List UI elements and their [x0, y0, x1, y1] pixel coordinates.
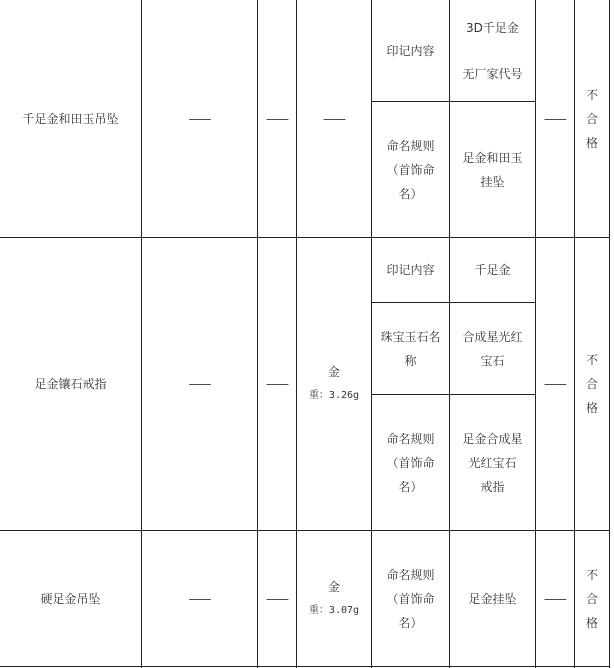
inspection-value: 足金和田玉	[462, 150, 523, 165]
inspection-value: 千足金	[474, 263, 511, 277]
inspection-value: 光红宝石	[468, 455, 517, 470]
verdict-char: 不	[585, 567, 598, 582]
gold-weight-value: 重：3.07g	[308, 604, 360, 616]
empty-value-cell	[536, 0, 574, 237]
inspection-value-cell	[450, 0, 535, 101]
inspection-item: 印记内容	[386, 263, 435, 277]
product-name-cell	[0, 0, 141, 237]
inspection-item-cell	[372, 395, 449, 530]
inspection-item: 名）	[398, 479, 423, 494]
inspection-value: 挂坠	[480, 174, 505, 189]
product-name-cell	[0, 238, 141, 530]
gold-weight-cell	[297, 0, 371, 237]
inspection-item: 珠宝玉石名	[380, 329, 441, 344]
verdict-cell	[575, 238, 609, 530]
inspection-item: 印记内容	[386, 43, 435, 58]
empty-value-cell	[536, 238, 574, 530]
inspection-value: 足金合成星	[462, 431, 523, 446]
inspection-value-cell	[450, 102, 535, 237]
empty-value-cell	[142, 531, 257, 666]
inspection-value: 宝石	[480, 353, 505, 368]
product-name-cell	[0, 531, 141, 666]
dash-text: ——	[266, 377, 288, 391]
verdict-char: 格	[585, 401, 598, 415]
gold-weight-cell	[297, 531, 371, 666]
empty-value-cell	[258, 0, 296, 237]
inspection-value: 3D千足金	[466, 20, 519, 35]
product-name: 足金镶石戒指	[34, 377, 107, 391]
inspection-value: 足金挂坠	[468, 591, 517, 606]
product-name: 千足金和田玉吊坠	[22, 111, 119, 126]
empty-value-cell	[258, 531, 296, 666]
inspection-item: 名）	[398, 615, 423, 630]
inspection-item: 称	[404, 353, 417, 368]
empty-value-cell	[142, 0, 257, 237]
verdict-char: 格	[585, 135, 598, 150]
gold-weight-label: 金	[327, 579, 340, 594]
empty-value-cell	[142, 238, 257, 530]
table-border	[609, 0, 610, 668]
inspection-item-cell	[372, 102, 449, 237]
inspection-value-cell	[450, 238, 535, 302]
verdict-char: 合	[585, 591, 598, 606]
dash-text: ——	[266, 111, 288, 126]
inspection-item-cell	[372, 531, 449, 666]
inspection-item: （首饰命	[386, 455, 435, 470]
verdict-char: 不	[585, 353, 598, 367]
inspection-value: 合成星光红	[462, 329, 523, 344]
verdict-char: 不	[585, 87, 598, 102]
inspection-item-cell	[372, 238, 449, 302]
dash-text: ——	[323, 111, 345, 126]
dash-text: ——	[188, 377, 211, 391]
verdict-char: 合	[585, 111, 598, 126]
dash-text: ——	[544, 377, 566, 391]
dash-text: ——	[266, 591, 288, 606]
verdict-cell	[575, 531, 609, 666]
gold-weight-value: 重：3.26g	[308, 390, 360, 401]
inspection-item-cell	[372, 0, 449, 101]
inspection-value: 无厂家代号	[462, 66, 523, 81]
inspection-item: （首饰命	[386, 591, 435, 606]
inspection-value-cell	[450, 531, 535, 666]
product-name: 硬足金吊坠	[40, 591, 101, 606]
gold-weight-label: 金	[327, 365, 340, 379]
inspection-value-cell	[450, 303, 535, 394]
inspection-item: （首饰命	[386, 162, 435, 177]
inspection-item: 命名规则	[386, 431, 435, 446]
empty-value-cell	[536, 531, 574, 666]
dash-text: ——	[188, 111, 211, 126]
dash-text: ——	[544, 111, 566, 126]
verdict-char: 合	[585, 377, 598, 391]
empty-value-cell	[258, 238, 296, 530]
verdict-char: 格	[585, 615, 598, 630]
inspection-item: 名）	[398, 186, 423, 201]
inspection-value: 戒指	[480, 479, 505, 494]
gold-weight-cell	[297, 238, 371, 530]
table-border	[0, 666, 610, 667]
inspection-item-cell	[372, 303, 449, 394]
inspection-item: 命名规则	[386, 567, 435, 582]
inspection-value-cell	[450, 395, 535, 530]
dash-text: ——	[188, 591, 211, 606]
inspection-item: 命名规则	[386, 138, 435, 153]
verdict-cell	[575, 0, 609, 237]
dash-text: ——	[544, 591, 566, 606]
